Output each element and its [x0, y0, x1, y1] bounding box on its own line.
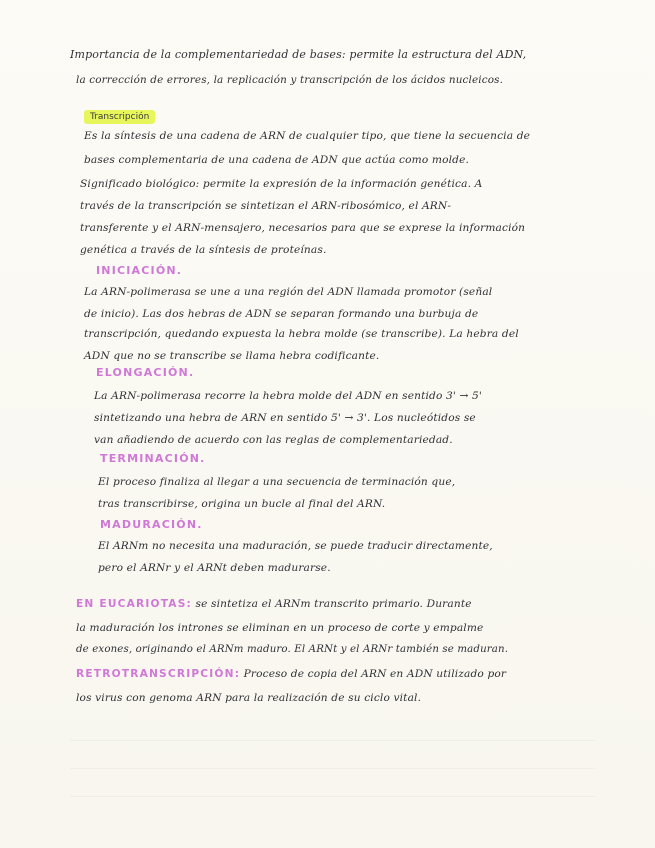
body-line: La ARN-polimerasa recorre la hebra molde del ADN en sentido 3' → 5' [94, 390, 482, 402]
body-line: van añadiendo de acuerdo con las reglas de complementariedad. [94, 434, 453, 446]
body-line: los virus con genoma ARN para la realización de su ciclo vital. [76, 692, 422, 704]
paper-bleed-line [70, 740, 595, 741]
body-line: tras transcribirse, origina un bucle al final del ARN. [98, 498, 386, 510]
body-line: La ARN-polimerasa se une a una región del ADN llamada promotor (señal [84, 286, 493, 298]
body-line: transferente y el ARN-mensajero, necesarios para que se exprese la información [80, 222, 526, 234]
body-line: través de la transcripción se sintetizan el ARN-ribosómico, el ARN- [80, 200, 452, 212]
heading-terminacion: TERMINACIÓN. [100, 452, 206, 465]
section-label-highlighted: Transcripción [84, 110, 155, 124]
body-line: de exones, originando el ARNm maduro. El ARNt y el ARNr también se maduran. [76, 644, 509, 655]
body-line: pero el ARNr y el ARNt deben madurarse. [98, 562, 331, 574]
body-line: transcripción, quedando expuesta la hebra molde (se transcribe). La hebra del [84, 328, 519, 340]
eucariotas-line-1 [76, 598, 472, 610]
body-line: Es la síntesis de una cadena de ARN de cualquier tipo, que tiene la secuencia de [84, 130, 531, 142]
intro-line-2: la corrección de errores, la replicación y transcripción de los ácidos nucleicos. [76, 74, 504, 86]
eucariotas-text: se sintetiza el ARNm transcrito primario. Durante [195, 598, 472, 610]
body-line: Significado biológico: permite la expresión de la información genética. A [80, 178, 483, 190]
intro-line-1: Importancia de la complementariedad de bases: permite la estructura del ADN, [70, 48, 527, 61]
body-line: la maduración los intrones se eliminan en un proceso de corte y empalme [76, 622, 484, 634]
retro-text: Proceso de copia del ARN en ADN utilizado por [243, 668, 507, 680]
body-line: bases complementaria de una cadena de ADN que actúa como molde. [84, 154, 470, 166]
heading-eucariotas: EN EUCARIOTAS: [76, 598, 192, 610]
retro-line-1 [76, 668, 506, 680]
body-line: genética a través de la síntesis de proteínas. [80, 244, 327, 256]
body-line: de inicio). Las dos hebras de ADN se separan formando una burbuja de [84, 308, 479, 320]
paper-bleed-line [70, 768, 595, 769]
heading-retrotranscripcion: RETROTRANSCRIPCIÓN: [76, 668, 241, 680]
paper-bleed-line [70, 796, 595, 797]
heading-iniciacion: INICIACIÓN. [96, 264, 183, 277]
heading-elongacion: ELONGACIÓN. [96, 366, 195, 379]
body-line: El proceso finaliza al llegar a una secuencia de terminación que, [98, 476, 456, 488]
heading-maduracion: MADURACIÓN. [100, 518, 203, 531]
body-line: sintetizando una hebra de ARN en sentido 5' → 3'. Los nucleótidos se [94, 412, 476, 424]
body-line: El ARNm no necesita una maduración, se puede traducir directamente, [98, 540, 493, 552]
body-line: ADN que no se transcribe se llama hebra codificante. [84, 350, 380, 362]
